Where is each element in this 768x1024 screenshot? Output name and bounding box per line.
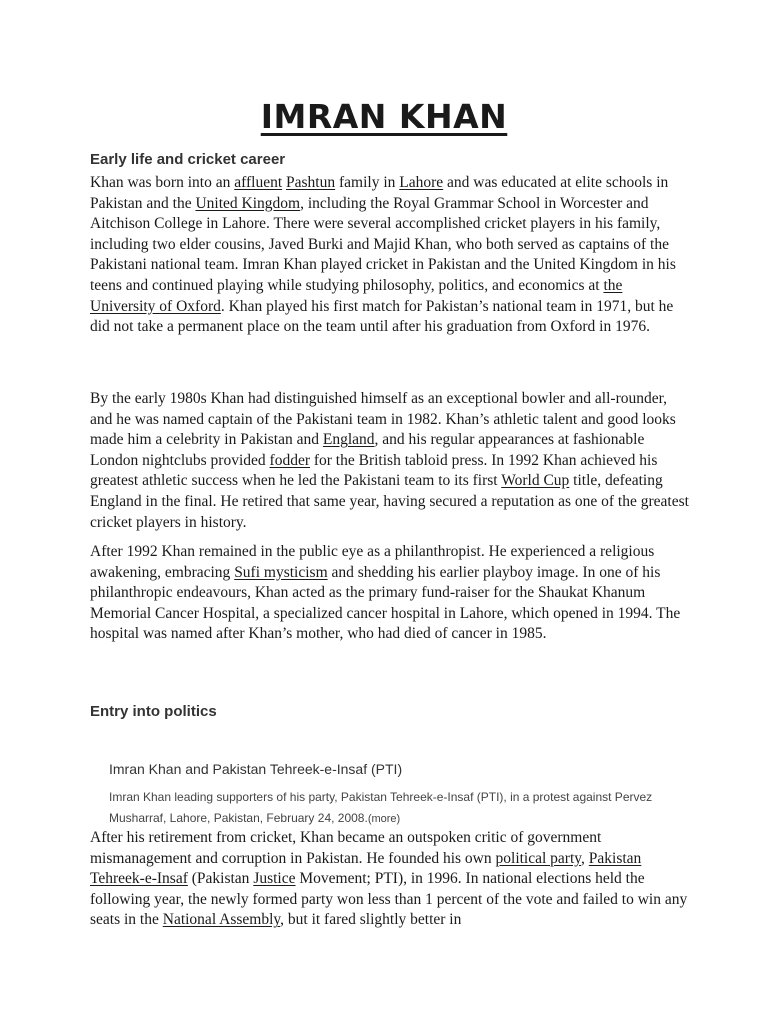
page-title: IMRAN KHAN: [260, 97, 508, 136]
text-run: . Khan played his first match for Pakistan’s national team in 1971, but he did not take a permanent place on the team until after his graduation from Oxford in 1976.: [90, 297, 674, 336]
text-run: ,: [581, 849, 589, 867]
paragraph-politics-1: [90, 828, 690, 931]
section-heading-early-life: Early life and cricket career: [90, 151, 286, 168]
image-caption: [109, 787, 689, 829]
link-affluent[interactable]: affluent: [234, 174, 283, 191]
image-title: Imran Khan and Pakistan Tehreek-e-Insaf (PTI): [109, 761, 403, 777]
link-pashtun[interactable]: Pashtun: [286, 174, 336, 191]
link-fodder[interactable]: fodder: [269, 451, 310, 469]
text-run: and was educated at elite schools in Pakistan and the: [90, 174, 669, 212]
text-run: Khan was born into an: [90, 174, 235, 191]
text-run: title, defeating England in the final. He retired that same year, having secured a reputation as one of the greatest cricket players in history.: [90, 472, 689, 531]
link-pakistan-tehreek-e-insaf[interactable]: Pakistan Tehreek-e-Insaf: [90, 849, 642, 888]
caption-text: Imran Khan leading supporters of his party, Pakistan Tehreek-e-Insaf (PTI), in a protest against Pervez Musharraf, Lahore, Pakistan, February 24, 2008.: [109, 790, 653, 825]
text-run: After 1992 Khan remained in the public eye as a philanthropist. He experienced a religious awakening, embracing: [90, 543, 655, 581]
text-run: , and his regular appearances at fashionable London nightclubs provided: [90, 431, 645, 469]
paragraph-early-life-1: [90, 173, 690, 338]
text-run: After his retirement from cricket, Khan became an outspoken critic of government mismanagement and corruption in Pakistan. He founded his own: [90, 829, 602, 867]
link-university-of-oxford[interactable]: the University of Oxford: [90, 276, 623, 315]
link-national-assembly[interactable]: National Assembly: [162, 911, 281, 929]
more-link[interactable]: (more): [367, 812, 401, 825]
text-run: , but it fared slightly better in: [280, 911, 462, 929]
link-world-cup[interactable]: World Cup: [501, 472, 570, 490]
paragraph-early-life-2: [90, 389, 690, 533]
link-political-party[interactable]: political party: [495, 849, 582, 867]
text-run: family in: [335, 174, 400, 191]
link-justice[interactable]: Justice: [253, 870, 296, 888]
text-run: By the early 1980s Khan had distinguished himself as an exceptional bowler and all-rounder, and he was named captain of the Pakistani team in 1982. Khan’s athletic talent and good looks made him a celebrity in Pakistan and: [90, 390, 676, 449]
link-england[interactable]: England: [322, 431, 375, 449]
link-sufi-mysticism[interactable]: Sufi mysticism: [234, 563, 328, 581]
paragraph-early-life-3: [90, 542, 690, 645]
section-heading-politics: Entry into politics: [90, 703, 217, 720]
text-run: for the British tabloid press. In 1992 Khan achieved his greatest athletic success when he led the Pakistani team to its first: [90, 451, 658, 490]
link-lahore[interactable]: Lahore: [399, 174, 444, 191]
text-run: , including the Royal Grammar School in Worcester and Aitchison College in Lahore. There were several accomplished cricket players in his family, including two elder cousins, Javed Burki and Majid Khan, who both served as captains of the Pakistani national team. Imran Khan played cricket in Pakistan and the United Kingdom in his teens and continued playing while studying philosophy, politics, and economics at: [90, 194, 676, 294]
text-run: and shedding his earlier playboy image. In one of his philanthropic endeavours, Khan acted as the primary fund-raiser for the Shaukat Khanum Memorial Cancer Hospital, a specialized cancer hospital in Lahore, which opened in 1994. The hospital was named after Khan’s mother, who had died of cancer in 1985.: [90, 563, 681, 643]
text-run: (Pakistan: [187, 870, 254, 888]
text-run: Movement; PTI), in 1996. In national elections held the following year, the newly formed party won less than 1 percent of the vote and failed to win any seats in the: [90, 870, 688, 929]
link-united-kingdom[interactable]: United Kingdom: [195, 194, 301, 212]
